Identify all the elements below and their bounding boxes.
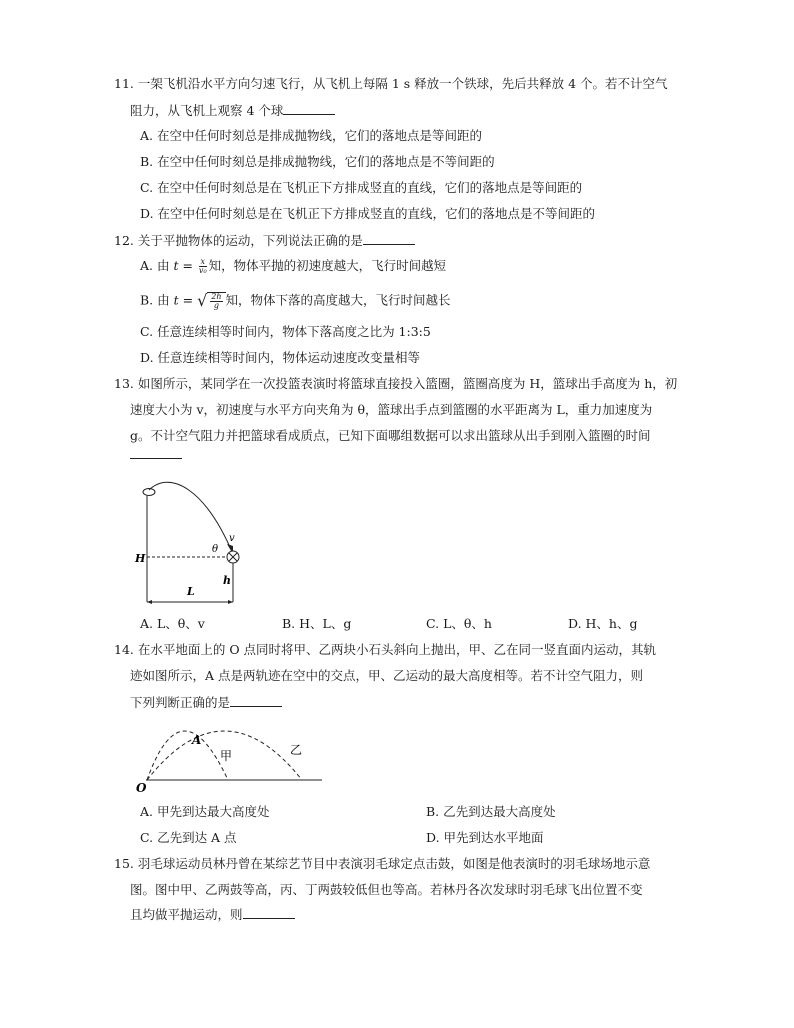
q11-stem-line1: 11. 一架飞机沿水平方向匀速飞行，从飞机上每隔 1 s 释放一个铁球，先后共释放 4 个。若不计空气 (114, 76, 668, 91)
q11-option-d[interactable]: D. 在空中任何时刻总是在飞机正下方排成竖直的直线，它们的落地点是不等间距的 (140, 206, 596, 221)
fraction: $\frac{x}{\text{v₀}}$ (198, 257, 207, 275)
label-yi: 乙 (290, 743, 303, 757)
answer-blank[interactable] (230, 694, 282, 707)
trajectory (149, 482, 233, 554)
answer-blank[interactable] (130, 446, 182, 463)
label-h: h (223, 574, 231, 587)
label-A: A (192, 733, 202, 747)
q14-stem-line3: 下列判断正确的是 (130, 694, 282, 711)
basketball-figure (125, 478, 260, 608)
square-root: √ $\frac{2h}{g}$ (197, 292, 225, 310)
q11-stem-line2: 阻力，从飞机上观察 4 个球 (130, 102, 335, 119)
q13-option-a[interactable]: A. L、θ、v (140, 616, 205, 631)
q12-option-a[interactable]: A. 由 t = $\frac{x}{\text{v₀}}$ 知，物体平抛的初速度越大，飞行时间越短 (140, 257, 447, 275)
q15-stem-line1: 15. 羽毛球运动员林丹曾在某综艺节目中表演羽毛球定点击鼓，如图是他表演时的羽毛球场地示意 (114, 856, 651, 871)
q14-stem-line2: 迹如图所示，A 点是两轨迹在空中的交点，甲、乙运动的最大高度相等。若不计空气阻力，则 (130, 668, 644, 683)
q15-stem-line3: 且均做平抛运动，则 (130, 906, 295, 923)
q13-option-d[interactable]: D. H、h、g (568, 616, 638, 631)
q11-option-c[interactable]: C. 在空中任何时刻总是在飞机正下方排成竖直的直线，它们的落地点是等间距的 (140, 180, 583, 195)
q12-option-d[interactable]: D. 任意连续相等时间内，物体运动速度改变量相等 (140, 350, 421, 365)
label-v: v (229, 533, 235, 544)
answer-blank[interactable] (243, 906, 295, 919)
q15-stem-line2: 图。图中甲、乙两鼓等高，丙、丁两鼓较低但也等高。若林丹各次发球时羽毛球飞出位置不变 (130, 882, 643, 897)
answer-blank[interactable] (363, 232, 415, 245)
q13-option-c[interactable]: C. L、θ、h (426, 616, 492, 631)
label-theta: θ (212, 544, 219, 555)
trajectory-jia (147, 731, 228, 780)
q14-stem-line1: 14. 在水平地面上的 O 点同时将甲、乙两块小石头斜向上抛出，甲、乙在同一竖直面内运动，其轨 (114, 642, 657, 657)
q13-option-b[interactable]: B. H、L、g (282, 616, 352, 631)
q12-option-c[interactable]: C. 任意连续相等时间内，物体下落高度之比为 1:3:5 (140, 324, 431, 339)
label-L: L (187, 585, 195, 598)
q14-option-b[interactable]: B. 乙先到达最大高度处 (426, 804, 556, 819)
q14-option-a[interactable]: A. 甲先到达最大高度处 (140, 804, 270, 819)
q12-stem: 12. 关于平抛物体的运动，下列说法正确的是 (114, 232, 415, 249)
q12-option-b[interactable]: B. 由 t = √ $\frac{2h}{g}$ 知，物体下落的高度越大，飞行时间越长 (140, 291, 451, 310)
q13-stem-line3: g。不计空气阻力并把篮球看成质点，已知下面哪组数据可以求出篮球从出手到刚入篮圈的时间 (130, 428, 651, 443)
label-H: H (135, 552, 146, 565)
label-jia: 甲 (220, 749, 233, 763)
q14-option-c[interactable]: C. 乙先到达 A 点 (140, 830, 237, 845)
label-O: O (136, 781, 147, 794)
q11-option-a[interactable]: A. 在空中任何时刻总是排成抛物线，它们的落地点是等间距的 (140, 128, 482, 143)
q14-option-d[interactable]: D. 甲先到达水平地面 (426, 830, 544, 845)
trajectory-figure (132, 712, 327, 794)
answer-blank[interactable] (283, 102, 335, 115)
q11-option-b[interactable]: B. 在空中任何时刻总是排成抛物线，它们的落地点是不等间距的 (140, 154, 495, 169)
q13-stem-line1: 13. 如图所示，某同学在一次投篮表演时将篮球直接投入篮圈，篮圈高度为 H，篮球出手高度为 h，初 (114, 376, 678, 391)
q13-stem-line2: 速度大小为 v，初速度与水平方向夹角为 θ，篮球出手点到篮圈的水平距离为 L，重力加速度为 (130, 402, 653, 417)
